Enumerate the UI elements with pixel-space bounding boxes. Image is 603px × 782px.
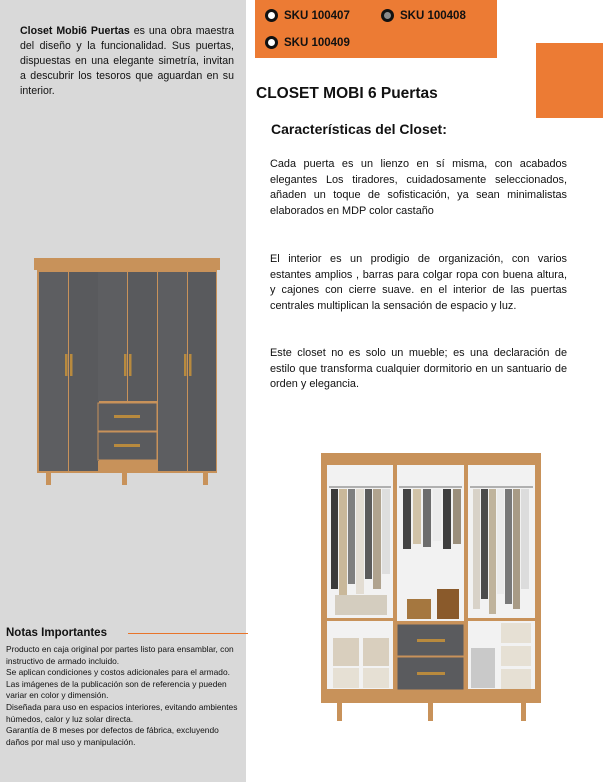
radio-dot-icon xyxy=(381,9,394,22)
sku-label: SKU 100408 xyxy=(400,9,466,22)
product-title: CLOSET MOBI 6 Puertas xyxy=(256,85,438,102)
notes-divider xyxy=(128,633,248,634)
intro-product-name: Closet Mobi6 Puertas xyxy=(20,25,130,37)
note-item: Producto en caja original por partes listo para ensamblar, con instructivo de armado incluido. xyxy=(6,644,234,666)
intro-description: es una obra maestra del diseño y la funcionalidad. Sus puertas, dispuestas en una elegante simetría, invitan a descubrir los tesoros que aguardan en su interior. xyxy=(20,25,234,97)
sku-label: SKU 100407 xyxy=(284,9,350,22)
sku-option xyxy=(381,9,466,22)
note-item: Se aplican condiciones y costos adicionales para el armado. xyxy=(6,667,230,678)
note-item: Garantía de 8 meses por defectos de fábrica, excluyendo daños por mal uso y manipulación. xyxy=(6,725,219,747)
sku-label: SKU 100409 xyxy=(284,36,350,49)
feature-paragraph: El interior es un prodigio de organización, con varios estantes amplios , barras para colgar ropa con buena altura, y cajones con cierre suave. en el interior de las puertas centrales multiplican la sensación de espacio y luz. xyxy=(270,253,567,312)
notes-list xyxy=(6,644,242,748)
sku-option xyxy=(265,9,350,22)
decorative-square xyxy=(536,43,603,118)
closed-wardrobe-image xyxy=(34,258,220,490)
features-title: Características del Closet: xyxy=(271,121,447,137)
sku-option xyxy=(265,36,350,49)
feature-paragraph: Este closet no es solo un mueble; es una declaración de estilo que transforma cualquier dormitorio en un santuario de orden y elegancia. xyxy=(270,347,567,391)
radio-dot-icon xyxy=(265,36,278,49)
intro-text xyxy=(20,24,234,99)
note-item: Las imágenes de la publicación son de referencia y pueden variar en color y dimensión. xyxy=(6,678,227,701)
radio-dot-icon xyxy=(265,9,278,22)
open-wardrobe-image xyxy=(321,453,541,723)
note-item: Diseñada para uso en espacios interiores, evitando ambientes húmedos, calor y luz solar directa. xyxy=(6,701,238,724)
feature-paragraph: Cada puerta es un lienzo en sí misma, con acabados elegantes Los tiradores, cuidadosamente seleccionados, añaden un toque de sofisticación, ya sean minimalistas elaborados en MDP color castaño xyxy=(270,158,567,217)
notes-title: Notas Importantes xyxy=(6,627,107,639)
